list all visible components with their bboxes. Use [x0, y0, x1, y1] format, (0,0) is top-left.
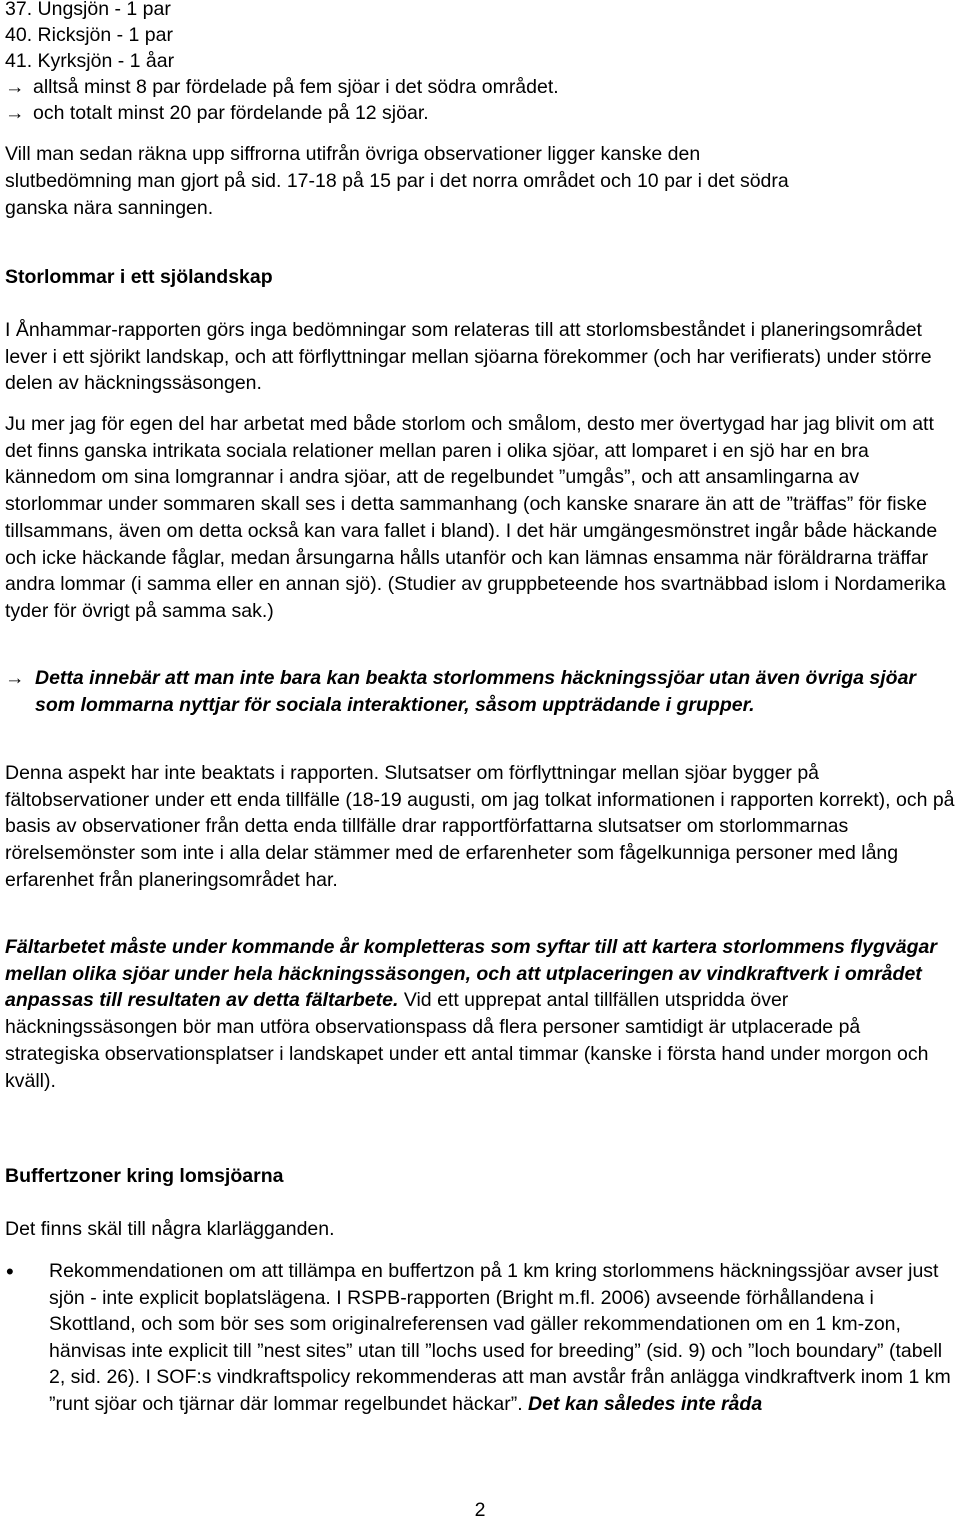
arrow-right-icon: → [5, 667, 25, 689]
paragraph: I Ånhammar-rapporten görs inga bedömningar som relateras till att storlomsbeståndet i planeringsområdet lever i ett sjörikt landskap, och att förflyttningar mellan sjöarna förekommer (och har verifierats) under större delen av häckningssäsongen. [5, 319, 932, 395]
bullet-list-item [49, 1258, 959, 1418]
paragraph-text: Vid ett upprepat antal tillfällen utspridda över häckningssäsongen bör man utföra observationspass då flera personer samtidigt är utplacerade på strategiska observationsplatser i landskapet under ett antal timmar (kanske i första hand under morgon och kväll). [5, 989, 929, 1092]
callout-text: Detta innebär att man inte bara kan beakta storlommens häckningssjöar utan även övriga sjöar som lommarna nyttjar för sociala interaktioner, såsom uppträdande i grupper. [35, 667, 917, 716]
intro-paragraph-line: Vill man sedan räkna upp siffrorna utifrån övriga observationer ligger kanske den [5, 143, 701, 165]
section-heading: Buffertzoner kring lomsjöarna [5, 1165, 284, 1187]
paragraph: Denna aspekt har inte beaktats i rapporten. Slutsatser om förflyttningar mellan sjöar bygger på fältobservationer under ett enda tillfälle (18-19 augusti, om jag tolkat informationen i rapporten korrekt), och på basis av observationer från detta enda tillfälle drar rapportförfattarna slutsatser om storlommarnas rörelsemönster som inte i alla delar stämmer med de erfarenheter som fågelkunniga personer med lång erfarenhet från planeringsområdet har. [5, 762, 955, 891]
paragraph [5, 934, 955, 1094]
arrow-right-icon: → [5, 76, 25, 98]
paragraph: Det finns skäl till några klarlägganden. [5, 1218, 335, 1240]
lake-list-item: 37. Ungsjön - 1 par [5, 0, 171, 20]
section-heading: Storlommar i ett sjölandskap [5, 266, 273, 288]
callout-conclusion [5, 665, 955, 719]
emphasis-text: Fältarbetet måste under kommande år kompletteras som syftar till att kartera storlommens flygvägar mellan olika sjöar under hela häckningssäsongen, och att utplaceringen av vindkraftverk i området anpassas till resultaten av detta fältarbete. [5, 936, 937, 1012]
paragraph: Ju mer jag för egen del har arbetat med både storlom och smålom, desto mer övertygad har jag blivit om att det finns ganska intrikata sociala relationer mellan paren i olika sjöar, att lomparet i en sjö har en bra kännedom om sina lomgrannar i andra sjöar, att de regelbundet ”umgås”, och att ansamlingarna av storlommar under sommaren skall ses i detta sammanhang (och kanske snarare än att de ”träffas” för fiske tillsammans, även om detta också kan vara fallet i bland). I det här umgängesmönstret ingår både häckande och icke häckande fåglar, medan årsungarna hålls utanför och kan lämnas ensamma när föräldrarna träffar andra lommar (i samma eller en annan sjö). (Studier av gruppbeteende hos svartnäbbad islom i Nordamerika tyder för övrigt på samma sak.) [5, 413, 946, 622]
bullet-text: Rekommendationen om att tillämpa en buffertzon på 1 km kring storlommens häckningssjöar avser just sjön - inte explicit boplatslägena. I RSPB-rapporten (Bright m.fl. 2006) avseende förhållandena i Skottland, och som bör ses som originalreferensen vad gäller rekommendationen om en 1 km-zon, hänvisas inte explicit till ”nest sites” utan till ”lochs used for breeding” (sid. 9) och ”loch boundary” (tabell 2, sid. 26). I SOF:s vindkraftspolicy rekommenderas att man avstår från anlägga vindkraftverk inom 1 km ”runt sjöar och tjärnar där lommar regelbundet häckar”. [49, 1260, 951, 1415]
page-number: 2 [474, 1499, 486, 1521]
arrow-conclusion-line [5, 100, 429, 126]
emphasis-text: Det kan således inte råda [522, 1392, 763, 1415]
arrow-conclusion-text: alltså minst 8 par fördelade på fem sjöar i det södra området. [33, 76, 559, 98]
arrow-conclusion-line [5, 74, 559, 100]
arrow-right-icon: → [5, 102, 25, 124]
lake-list-item: 40. Ricksjön - 1 par [5, 24, 173, 46]
lake-list-item: 41. Kyrksjön - 1 åar [5, 50, 175, 72]
bullet-icon: • [6, 1259, 14, 1284]
arrow-conclusion-text: och totalt minst 20 par fördelande på 12 sjöar. [33, 102, 429, 124]
intro-paragraph-line: ganska nära sanningen. [5, 197, 214, 219]
intro-paragraph-line: slutbedömning man gjort på sid. 17-18 på 15 par i det norra området och 10 par i det södra [5, 170, 789, 192]
